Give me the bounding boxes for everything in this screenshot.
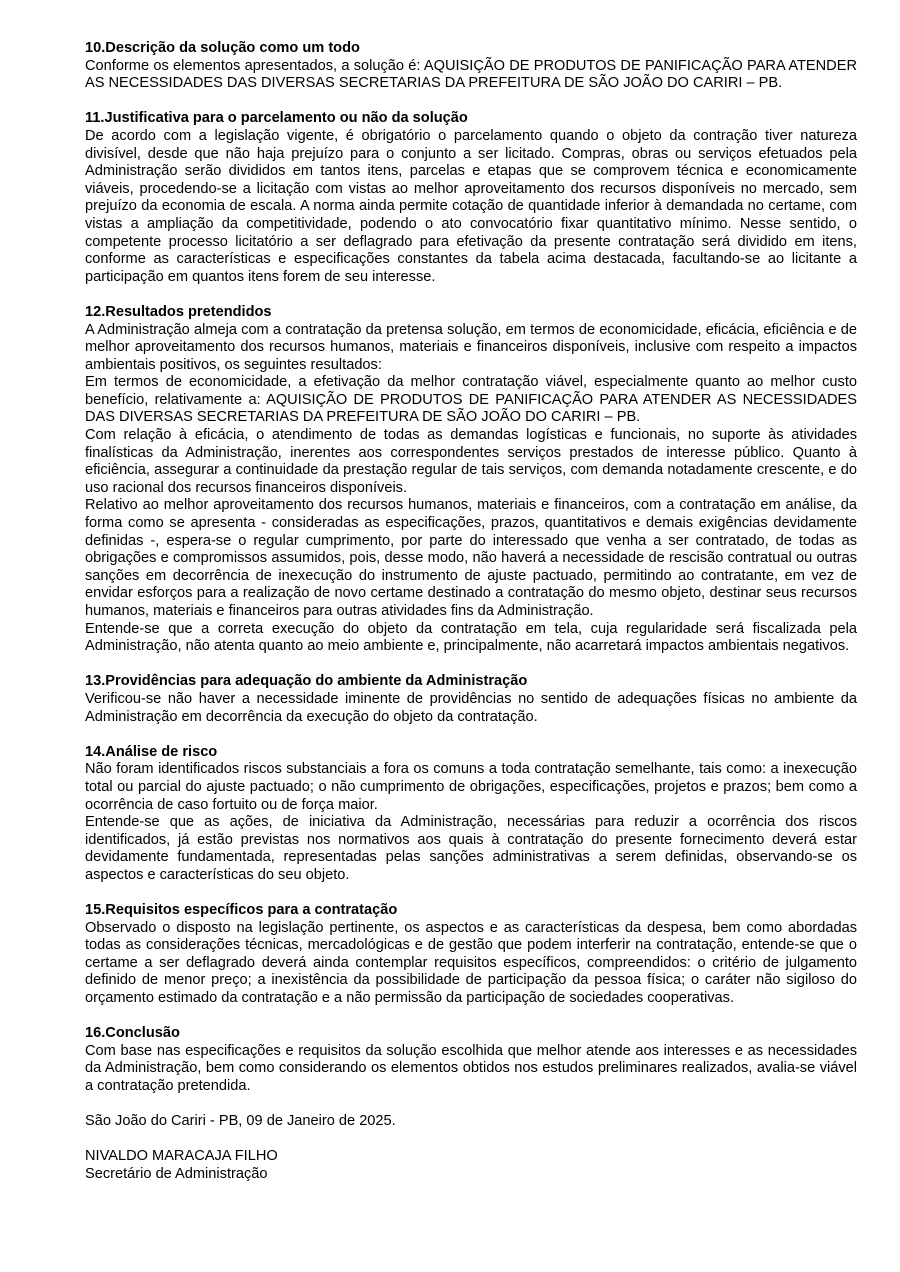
- section-heading: 10.Descrição da solução como um todo: [85, 40, 360, 56]
- section-paragraph: Com relação à eficácia, o atendimento de todas as demandas logísticas e funcionais, no suporte às atividades finalísticas da Administração, inerentes aos correspondentes serviços prestados de interesse público. Quanto à eficiência, assegurar a continuidade da prestação regular de tais serviços, com demanda notadamente crescente, e do uso racional dos recursos financeiros disponíveis.: [85, 427, 857, 496]
- section-heading: 11.Justificativa para o parcelamento ou não da solução: [85, 110, 468, 127]
- section-paragraph: Entende-se que a correta execução do objeto da contratação em tela, cuja regularidade será fiscalizada pela Administração, não atenta quanto ao meio ambiente e, principalmente, não acarretará impactos ambientais negativos.: [85, 620, 857, 655]
- section-paragraph: Não foram identificados riscos substanciais a fora os comuns a toda contratação semelhante, tais como: a inexecução total ou parcial do ajuste pactuado; o não cumprimento de obrigações, especificações, projetos e prazos; bem como a ocorrência de caso fortuito ou de força maior.: [85, 761, 857, 813]
- signer-title: Secretário de Administração: [85, 1166, 268, 1182]
- section-heading: 14.Análise de risco: [85, 743, 218, 760]
- section-paragraph: Relativo ao melhor aproveitamento dos recursos humanos, materiais e financeiros, com a contratação em análise, da forma como se apresenta - consideradas as especificações, prazos, quantitativos e demais exigências devidamente definidas -, espera-se o regular cumprimento, por parte do interessado que venha a ser contratado, de todas as obrigações e compromissos assumidos, pois, desse modo, não haverá a necessidade de rescisão contratual ou outras sanções em decorrência de inexecução do instrumento de ajuste pactuado, permitindo ao contratante, em vez de envidar esforços para a realização de novo certame destinado a contratação do mesmo objeto, destinar seus recursos humanos, materiais e financeiros para outras atividades fins da Administração.: [85, 497, 857, 619]
- section-parceling-justification: [85, 110, 857, 286]
- section-heading: 13.Providências para adequação do ambiente da Administração: [85, 673, 528, 690]
- section-heading: 12.Resultados pretendidos: [85, 303, 272, 320]
- section-paragraph: Em termos de economicidade, a efetivação da melhor contratação viável, especialmente quanto ao melhor custo benefício, relativamente a: AQUISIÇÃO DE PRODUTOS DE PANIFICAÇÃO PARA ATENDER AS NECESSIDADES DAS DIVERSAS SECRETARIAS DA PREFEITURA DE SÃO JOÃO DO CARIRI – PB.: [85, 374, 857, 426]
- section-risk-analysis: [85, 744, 857, 885]
- section-conclusion: [85, 1025, 857, 1095]
- section-paragraph: De acordo com a legislação vigente, é obrigatório o parcelamento quando o objeto da contração tiver natureza divisível, desde que não haja prejuízo para o conjunto a ser licitado. Compras, obras ou serviços efetuados pela Administração serão divididos em tantos itens, parcelas e etapas que se comprovem técnica e economicamente viáveis, procedendo-se a licitação com vistas ao melhor aproveitamento dos recursos disponíveis no mercado, sem prejuízo da economia de escala. A norma ainda permite cotação de quantidade inferior à demandada no certame, com vistas a ampliação da competitividade, podendo o ato convocatório fixar quantitativo mínimo. Nesse sentido, o competente processo licitatório a ser deflagrado para efetivação da presente contratação será dividido em itens, conforme as características e especificações constantes da tabela acima destacada, facultando-se ao licitante a participação em quantos itens forem de seu interesse.: [85, 127, 857, 285]
- signer-name: NIVALDO MARACAJA FILHO: [85, 1148, 278, 1165]
- place-date: São João do Cariri - PB, 09 de Janeiro de 2025.: [85, 1113, 396, 1130]
- section-paragraph: Com base nas especificações e requisitos da solução escolhida que melhor atende aos interesses e as necessidades da Administração, bem como considerando os elementos obtidos nos estudos preliminares realizados, avalia-se viável a contratação pretendida.: [85, 1042, 857, 1095]
- section-heading: 15.Requisitos específicos para a contratação: [85, 902, 398, 919]
- section-paragraph: A Administração almeja com a contratação da pretensa solução, em termos de economicidade, eficácia, eficiência e de melhor aproveitamento dos recursos humanos, materiais e financeiros disponíveis, inclusive com respeito a impactos ambientais positivos, os seguintes resultados:: [85, 321, 857, 373]
- document-page: [85, 40, 857, 1184]
- section-intended-results: [85, 304, 857, 656]
- section-paragraph: Observado o disposto na legislação pertinente, os aspectos e as características da despesa, bem como abordadas todas as considerações técnicas, mercadológicas e de gestão que podem interferir na contratação, entende-se que o certame a ser deflagrado deverá ainda contemplar requisitos específicos, compreendidos: o critério de julgamento definido de menor preço; a inexistência da possibilidade de participação da pessoa física; o caráter não sigiloso do orçamento estimado da contratação e a não permissão da participação de sociedades cooperativas.: [85, 919, 857, 1007]
- section-specific-requirements: [85, 902, 857, 1008]
- section-paragraph: Conforme os elementos apresentados, a solução é: AQUISIÇÃO DE PRODUTOS DE PANIFICAÇÃO PARA ATENDER AS NECESSIDADES DAS DIVERSAS SECRETARIAS DA PREFEITURA DE SÃO JOÃO DO CARIRI – PB.: [85, 57, 857, 92]
- section-heading: 16.Conclusão: [85, 1025, 180, 1042]
- section-environment-adequacy: [85, 673, 857, 726]
- section-solution-description: [85, 40, 857, 93]
- section-paragraph: Verificou-se não haver a necessidade iminente de providências no sentido de adequações físicas no ambiente da Administração em decorrência da execução do objeto da contratação.: [85, 690, 857, 725]
- section-paragraph: Entende-se que as ações, de iniciativa da Administração, necessárias para reduzir a ocorrência dos riscos identificados, já estão previstas nos normativos aos quais à contratação do presente fornecimento deverá estar devidamente fundamentada, representadas pelas sanções administrativas a serem definidas, observando-se os aspectos e características do seu objeto.: [85, 814, 857, 883]
- signature-block: [85, 1148, 857, 1183]
